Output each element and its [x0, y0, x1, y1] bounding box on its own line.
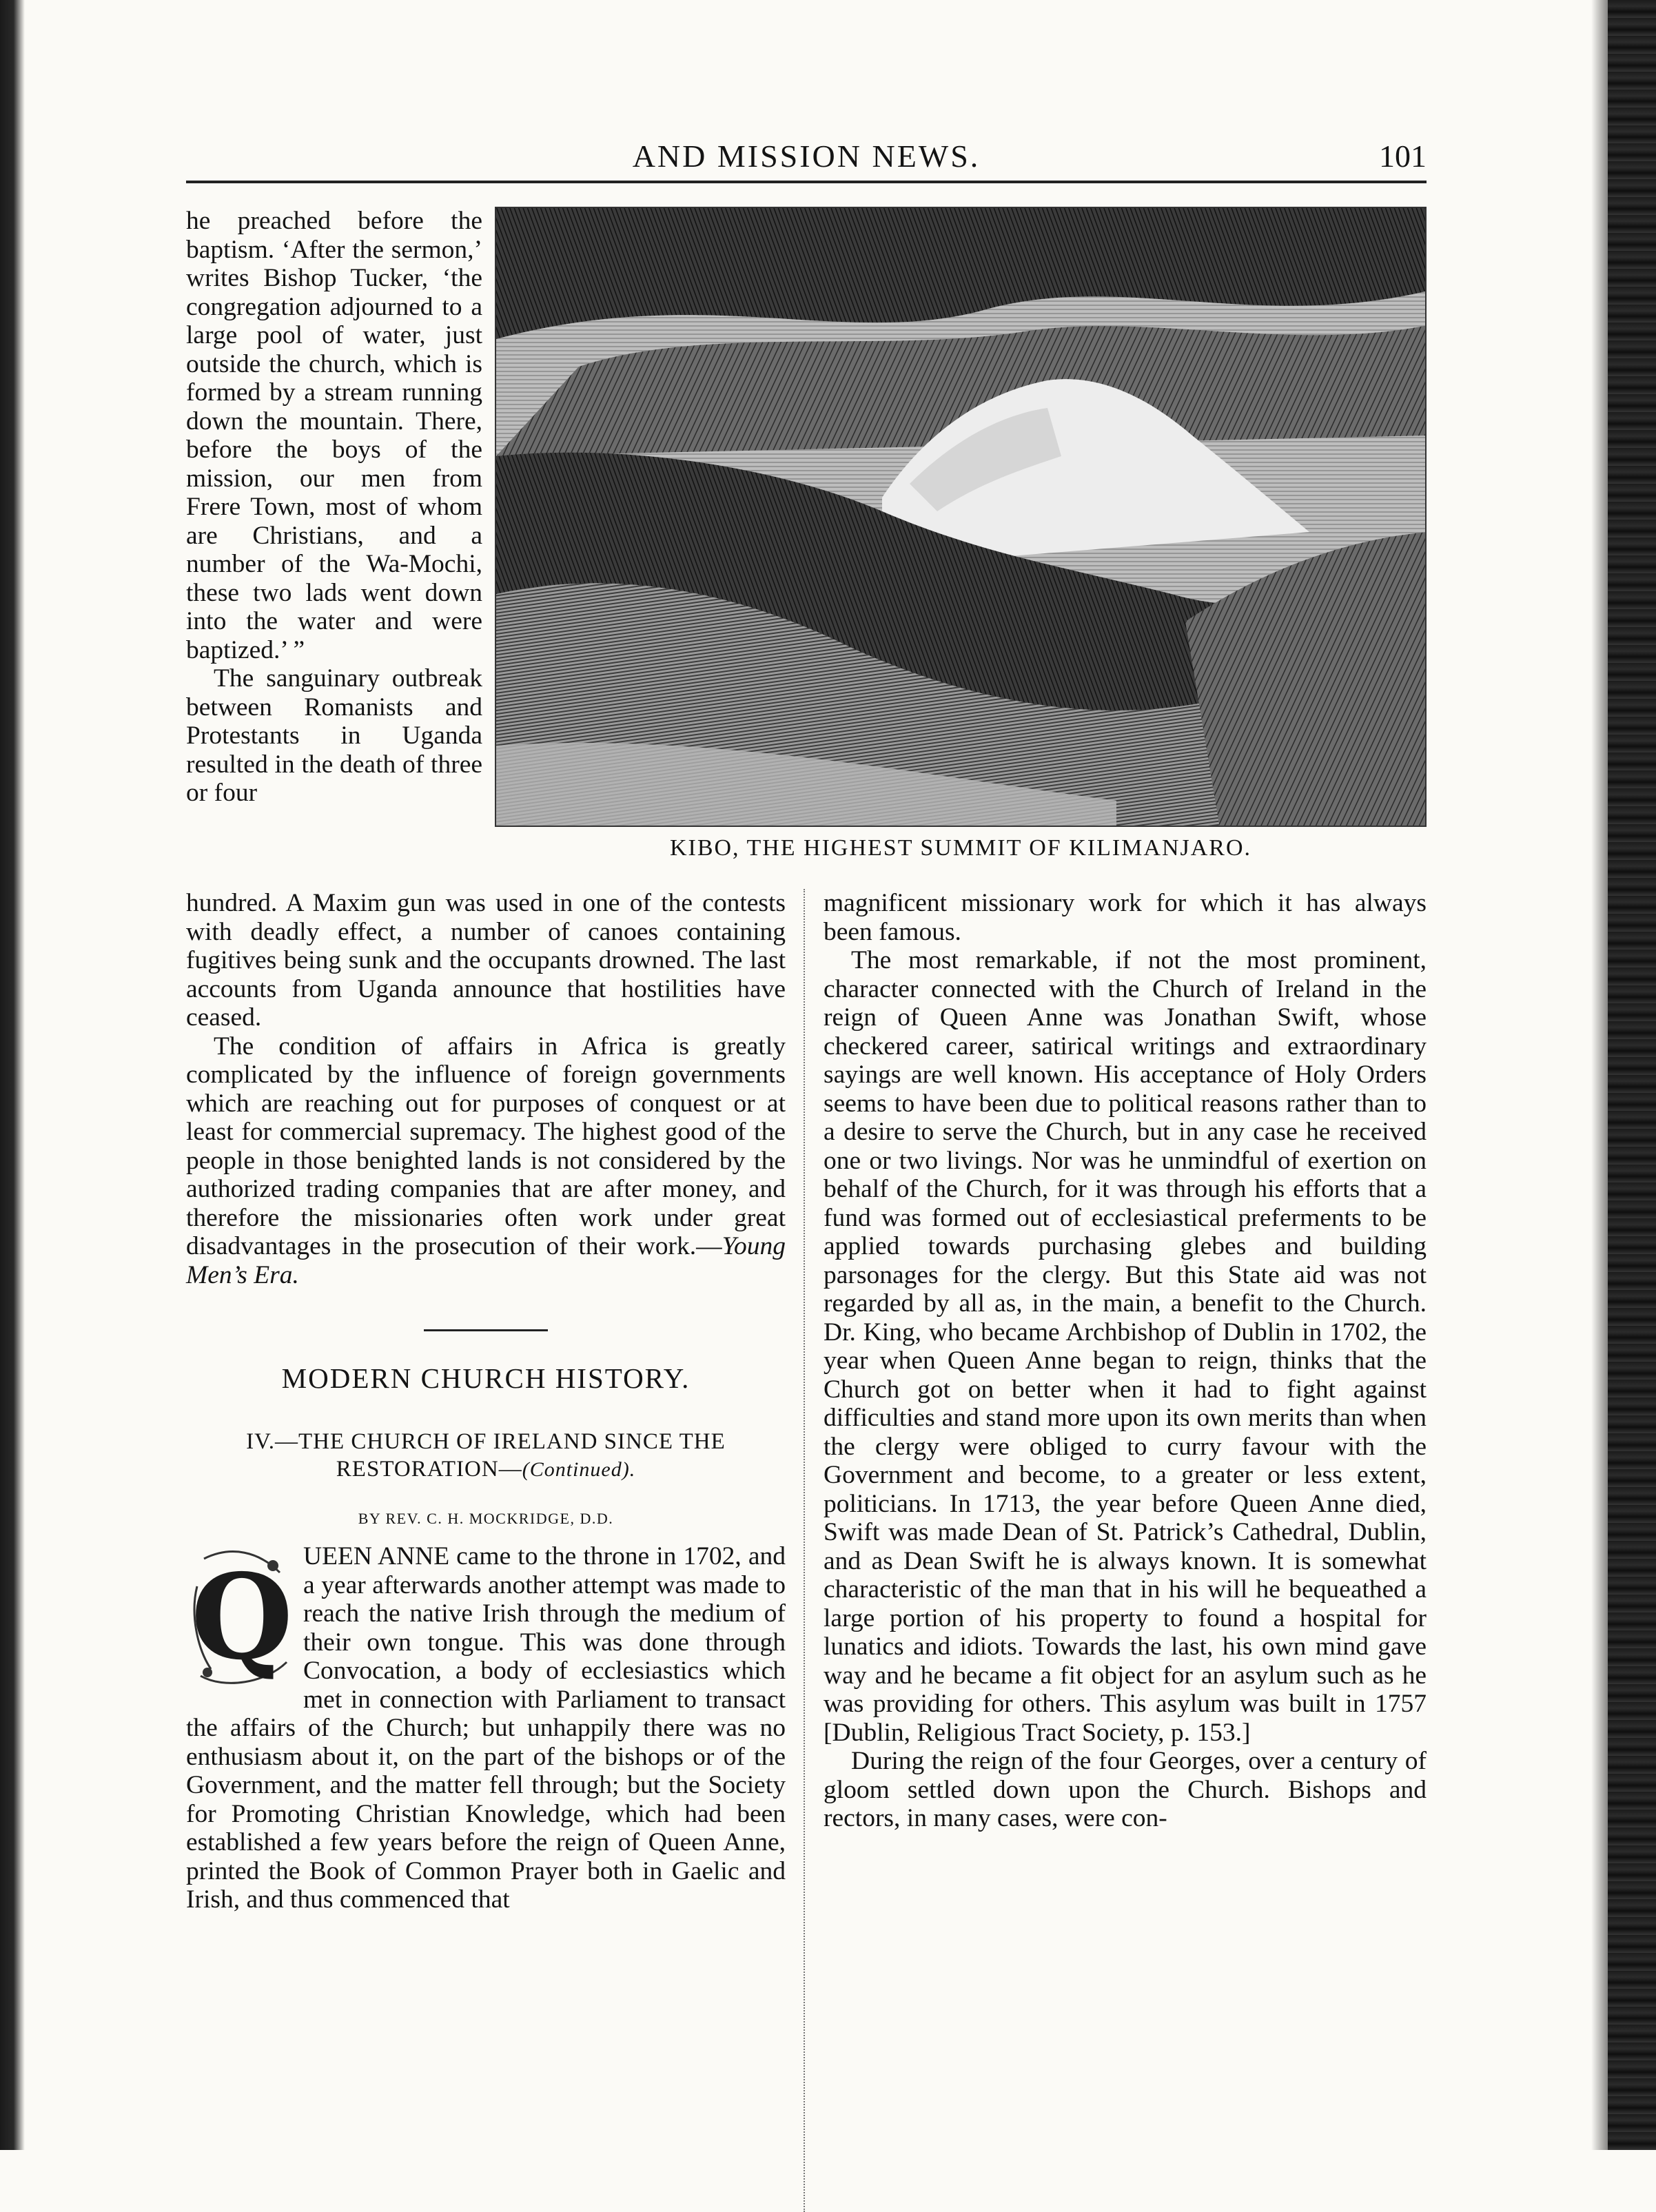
page-edge-right: [1608, 0, 1656, 2150]
article-first-paragraph: UEEN ANNE came to the throne in 1702, and a year afterwards another attempt was made to reach the native Irish through the medium of their own tongue. This was done through Convocation, a body of ecclesiastics which met in connection with Parliament to transact the affairs of the Church; but unhappily there was no enthusiasm about it, on the part of the bishops or of the Government, and the matter fell through; but the Society for Promoting Christian Knowledge, which had been established a few years before the reign of Queen Anne, printed the Book of Common Prayer both in Gaelic and Irish, and thus commenced that: [186, 1542, 786, 1914]
ornamental-dropcap: Q: [190, 1545, 294, 1690]
wrap-column: [186, 207, 482, 808]
left-continuation: hundred. A Maxim gun was used in one of the contests with deadly effect, a number of canoes containing fugitives being sunk and the occupants drowned. The last accounts from Uganda announce that hostilities have ceased.: [186, 889, 786, 1032]
article-opening: [186, 1542, 786, 1914]
wrap-paragraph-1: he preached before the baptism. ‘After the sermon,’ writes Bishop Tucker, ‘the congregation adjourned to a large pool of water, just outside the church, which is formed by a stream running down the mountain. There, before the boys of the mission, our men from Frere Town, most of whom are Christians, and a number of the Wa-Mochi, these two lads went down into the water and were baptized.’ ”: [186, 207, 482, 664]
article-subheading: IV.—THE CHURCH OF IRELAND SINCE THE RESTORATION—(Continued).: [246, 1428, 726, 1482]
illustration-caption: KIBO, THE HIGHEST SUMMIT OF KILIMANJARO.: [669, 835, 1252, 861]
header-rule: [186, 181, 1427, 183]
page-header: [186, 135, 1427, 179]
column-divider: [804, 889, 806, 2212]
right-paragraph-2: The most remarkable, if not the most prominent, character connected with the Church of Ireland in the reign of Queen Anne was Jonathan Swift, whose checkered career, satirical writings and extraordinary sayings are well known. His acceptance of Holy Orders seems to have been due to political reasons rather than to a desire to serve the Church, but in any case he received one or two livings. Nor was he unmindful of exertion on behalf of the Church, for it was through his efforts that a fund was formed out of ecclesiastical preferments to be applied towards purchasing glebes and building parsonages for the clergy. But this State aid was not regarded by all as, in the main, a benefit to the Church. Dr. King, who became Archbishop of Dublin in 1702, the year when Queen Anne began to reign, thinks that the Church got on better when it had to fight against difficulties and stand more upon its own merits than when the clergy were obliged to curry favour with the Government and become, to a greater or less extent, politicians. In 1713, the year before Queen Anne died, Swift was made Dean of St. Patrick’s Cathedral, Dublin, and as Dean Swift he is always known. It is somewhat characteristic of the man that in his will he bequeathed a large portion of his property to found a hospital for lunatics and idiots. Towards the last, his own mind gave way and he became a fit object for an asylum such as he was providing for others. This asylum was built in 1757 [Dublin, Religious Tract Society, p. 153.]: [824, 946, 1427, 1747]
page-number: 101: [1379, 139, 1427, 174]
wrap-paragraph-2: The sanguinary outbreak between Romanists and Protestants in Uganda resulted in the death of three or four: [186, 664, 482, 807]
section-title: MODERN CHURCH HISTORY.: [281, 1362, 691, 1394]
kilimanjaro-engraving: [495, 207, 1427, 827]
left-column: [186, 889, 786, 1914]
right-paragraph-3: During the reign of the four Georges, over a century of gloom settled down upon the Church. Bishops and rectors, in many cases, were con-: [824, 1747, 1427, 1832]
left-paragraph-2: The condition of affairs in Africa is greatly complicated by the influence of foreign governments which are reaching out for purposes of conquest or at least for commercial supremacy. The highest good of the people in those benighted lands is not considered by the authorized trading companies that are after money, and therefore the missionaries often work under great disadvantages in the prosecution of their work.—Young Men’s Era.: [186, 1032, 786, 1289]
right-column: [824, 889, 1427, 1833]
mountain-illustration: [496, 208, 1427, 827]
section-divider: [424, 1329, 548, 1331]
article-byline: BY REV. C. H. MOCKRIDGE, D.D.: [358, 1509, 614, 1527]
source-citation: Young Men’s Era.: [186, 1232, 786, 1289]
running-title: AND MISSION NEWS.: [632, 139, 981, 174]
right-continuation: magnificent missionary work for which it has always been famous.: [824, 889, 1427, 946]
page-edge-shadow: [1591, 0, 1608, 2150]
page-edge-left: [0, 0, 25, 2150]
